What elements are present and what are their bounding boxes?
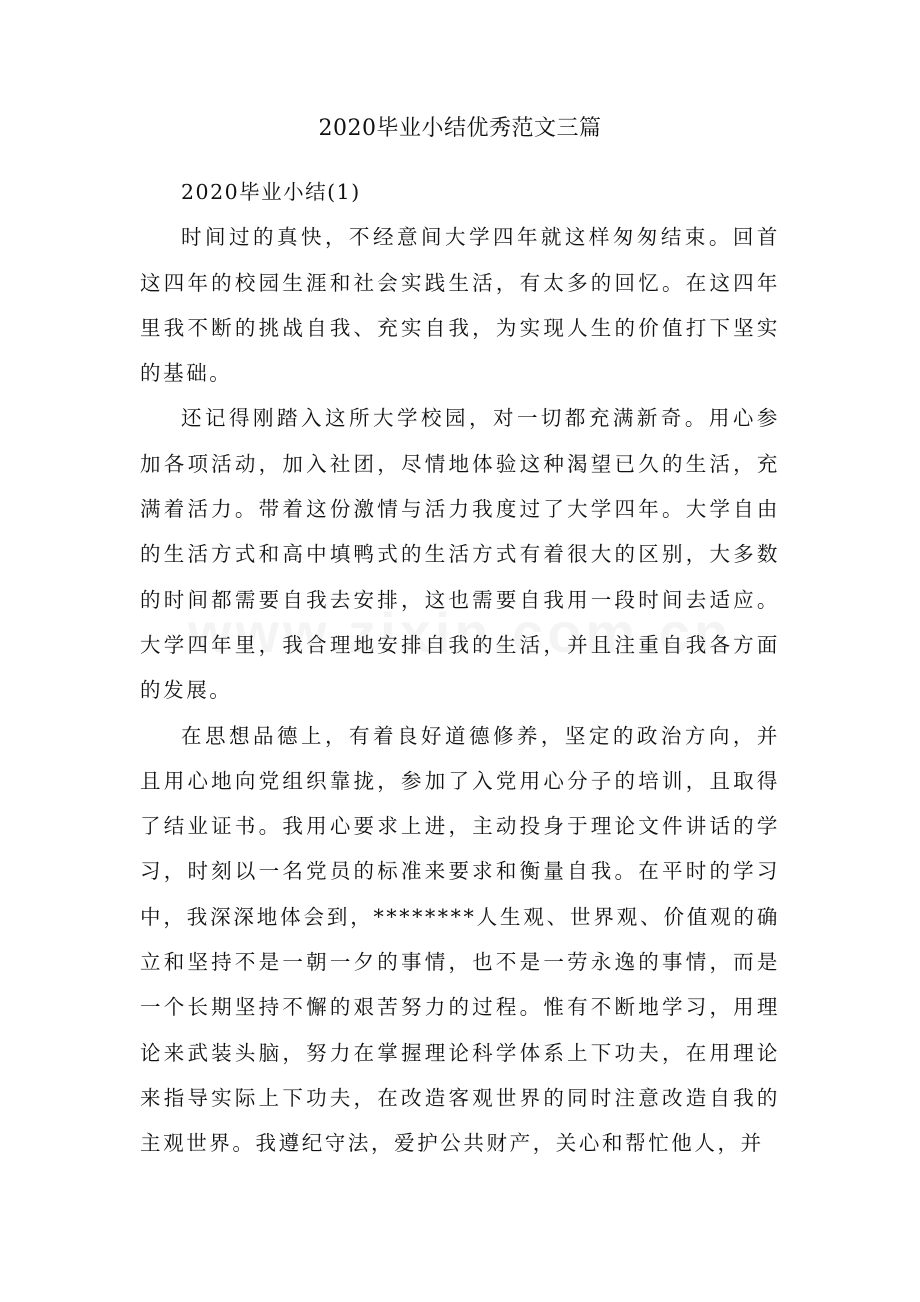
section-subheading: 2020毕业小结(1) <box>181 180 361 204</box>
paragraph-3: 在思想品德上，有着良好道德修养，坚定的政治方向，并且用心地向党组织靠拢，参加了入党用心分子的培训，且取得了结业证书。我用心要求上进，主动投身于理论文件讲话的学习，时刻以一名党员的标准来要求和衡量自我。在平时的学习中，我深深地体会到，********人生观、世界观、价值观的确立和坚持不是一朝一夕的事情，也不是一劳永逸的事情，而是一个长期坚持不懈的艰苦努力的过程。惟有不断地学习，用理论来武装头脑，努力在掌握理论科学体系上下功夫，在用理论来指导实际上下功夫，在改造客观世界的同时注意改造自我的主观世界。我遵纪守法，爱护公共财产，关心和帮忙他人，并 <box>140 723 780 1156</box>
paragraph-2: 还记得刚踏入这所大学校园，对一切都充满新奇。用心参加各项活动，加入社团，尽情地体验这种渴望已久的生活，充满着活力。带着这份激情与活力我度过了大学四年。大学自由的生活方式和高中填鸭式的生活方式有着很大的区别，大多数的时间都需要自我去安排，这也需要自我用一段时间去适应。大学四年里，我合理地安排自我的生活，并且注重自我各方面的发展。 <box>140 406 780 703</box>
document-body <box>140 170 780 1167</box>
document-title: 2020毕业小结优秀范文三篇 <box>318 116 602 141</box>
paragraph-1: 时间过的真快，不经意间大学四年就这样匆匆结束。回首这四年的校园生涯和社会实践生活，有太多的回忆。在这四年里我不断的挑战自我、充实自我，为实现人生的价值打下坚实的基础。 <box>140 225 780 386</box>
